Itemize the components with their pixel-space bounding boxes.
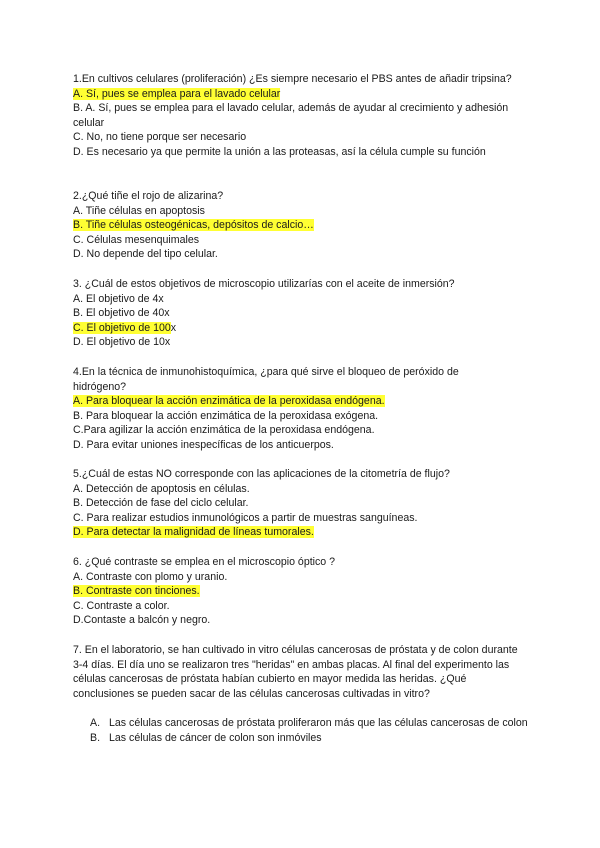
question-text: 2.¿Qué tiñe el rojo de alizarina? bbox=[73, 190, 224, 202]
question-text: 3. ¿Cuál de estos objetivos de microscopio utilizarías con el aceite de inmersión? bbox=[73, 278, 455, 290]
answer-a: A. Tiñe células en apoptosis bbox=[73, 204, 205, 217]
answer-c-suffix: x bbox=[170, 321, 177, 334]
answer-a: A. Contraste con plomo y uranio. bbox=[73, 570, 228, 583]
question-7 bbox=[73, 643, 528, 701]
list-item-label: B. bbox=[90, 731, 101, 744]
list-item bbox=[90, 716, 530, 731]
list-item-label: A. bbox=[90, 717, 101, 729]
answer-c: C.Para agilizar la acción enzimática de la peroxidasa endógena. bbox=[73, 424, 375, 437]
list-item-text: Las células cancerosas de próstata proliferaron más que las células cancerosas de colon bbox=[109, 717, 528, 729]
answer-c: C. Contraste a color. bbox=[73, 599, 170, 612]
question-6 bbox=[73, 555, 533, 628]
answer-b-highlighted: B. Tiñe células osteogénicas, depósitos de calcio… bbox=[73, 219, 314, 232]
answer-b: B. El objetivo de 40x bbox=[73, 307, 170, 320]
answer-c: C. Células mesenquimales bbox=[73, 233, 200, 246]
question-1 bbox=[73, 72, 533, 160]
answer-b: B. A. Sí, pues se emplea para el lavado celular, además de ayudar al crecimiento y adhesión celular bbox=[73, 102, 512, 129]
answer-a-highlighted: A. Sí, pues se emplea para el lavado celular bbox=[73, 87, 281, 100]
answer-d: D. El objetivo de 10x bbox=[73, 336, 171, 349]
answer-a-highlighted: A. Para bloquear la acción enzimática de la peroxidasa endógena. bbox=[73, 395, 385, 408]
answer-b: B. Detección de fase del ciclo celular. bbox=[73, 497, 249, 510]
question-5 bbox=[73, 467, 533, 540]
answer-c: C. Para realizar estudios inmunológicos a partir de muestras sanguíneas. bbox=[73, 511, 418, 524]
answer-d-highlighted: D. Para detectar la malignidad de líneas tumorales. bbox=[73, 526, 314, 539]
answer-c-highlighted: C. El objetivo de 100 bbox=[73, 321, 171, 334]
answer-d: D.Contaste a balcón y negro. bbox=[73, 614, 211, 627]
question-text: 1.En cultivos celulares (proliferación) ¿Es siempre necesario el PBS antes de añadir tripsina? bbox=[73, 73, 512, 85]
question-7-options bbox=[90, 716, 530, 745]
list-item bbox=[90, 731, 530, 746]
answer-c: C. No, no tiene porque ser necesario bbox=[73, 131, 247, 144]
answer-b: B. Para bloquear la acción enzimática de la peroxidasa exógena. bbox=[73, 409, 379, 422]
question-3 bbox=[73, 277, 533, 350]
answer-a: A. El objetivo de 4x bbox=[73, 292, 164, 305]
question-text: 7. En el laboratorio, se han cultivado in vitro células cancerosas de próstata y de colon durante 3-4 días. El día uno se realizaron tres "heridas" en ambas placas. Al final del experimento las células cancerosas de próstata habían cubierto en mayor medida las heridas. ¿Qué conclusiones se pueden sacar de las células cancerosas cultivadas in vitro? bbox=[73, 644, 521, 700]
question-2 bbox=[73, 189, 533, 262]
answer-b-highlighted: B. Contraste con tinciones. bbox=[73, 585, 200, 598]
question-text: 6. ¿Qué contraste se emplea en el microscopio óptico ? bbox=[73, 556, 336, 568]
list-item-text: Las células de cáncer de colon son inmóviles bbox=[109, 731, 322, 744]
question-text: 4.En la técnica de inmunohistoquímica, ¿para qué sirve el bloqueo de peróxido de hidrógeno? bbox=[73, 366, 462, 393]
question-text: 5.¿Cuál de estas NO corresponde con las aplicaciones de la citometría de flujo? bbox=[73, 468, 450, 480]
answer-d: D. Para evitar uniones inespecíficas de los anticuerpos. bbox=[73, 438, 334, 451]
answer-d: D. No depende del tipo celular. bbox=[73, 248, 218, 261]
answer-d: D. Es necesario ya que permite la unión a las proteasas, así la célula cumple su función bbox=[73, 145, 486, 158]
answer-a: A. Detección de apoptosis en células. bbox=[73, 482, 250, 495]
question-4 bbox=[73, 365, 533, 453]
